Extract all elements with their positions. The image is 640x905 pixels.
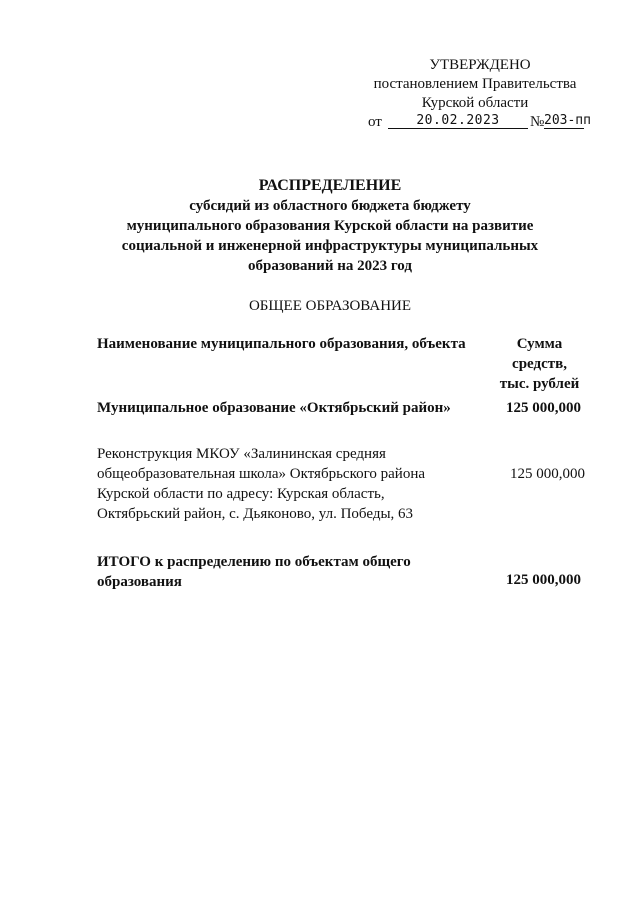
object-name-line-1: Реконструкция МКОУ «Залининская средняя (97, 446, 386, 462)
object-name-line-3: Курской области по адресу: Курская область, (97, 486, 385, 502)
approval-number: 203-пп (544, 113, 591, 128)
total-sum: 125 000,000 (506, 572, 581, 588)
title-main: РАСПРЕДЕЛЕНИЕ (258, 177, 402, 194)
title-line-3: социальной и инженерной инфраструктуры муниципальных (121, 238, 539, 254)
from-label: от (368, 114, 382, 130)
object-name (97, 444, 487, 524)
header-sum-line-3: тыс. рублей (499, 376, 580, 392)
object-name-line-2: общеобразовательная школа» Октябрьского района (97, 466, 426, 482)
approval-stamp (360, 56, 590, 133)
header-sum-line-1: Сумма (516, 336, 563, 352)
object-name-line-4: Октябрьский район, с. Дьяконово, ул. Победы, 63 (97, 506, 414, 522)
total-name-line-2: образования (97, 574, 182, 590)
municipality-sum: 125 000,000 (506, 400, 581, 416)
total-name (97, 552, 487, 592)
document-title (80, 176, 580, 276)
section-title: ОБЩЕЕ ОБРАЗОВАНИЕ (248, 298, 412, 314)
approval-heading: УТВЕРЖДЕНО (429, 57, 531, 73)
total-name-line-1: ИТОГО к распределению по объектам общего (97, 554, 411, 570)
title-line-4: образований на 2023 год (248, 258, 412, 274)
number-label: № (530, 114, 545, 130)
title-line-1: субсидий из областного бюджета бюджету (189, 198, 471, 214)
approval-line-2: Курской области (421, 95, 529, 111)
title-line-2: муниципального образования Курской области на развитие (126, 218, 534, 234)
approval-line-1: постановлением Правительства (373, 76, 577, 92)
approval-date: 20.02.2023 (388, 111, 528, 129)
header-sum-line-2: средств, (512, 356, 567, 372)
header-sum (492, 334, 587, 394)
object-sum: 125 000,000 (510, 466, 585, 482)
municipality-name: Муниципальное образование «Октябрьский район» (97, 400, 451, 416)
header-name: Наименование муниципального образования, объекта (97, 336, 466, 352)
approval-date-row (360, 113, 590, 133)
